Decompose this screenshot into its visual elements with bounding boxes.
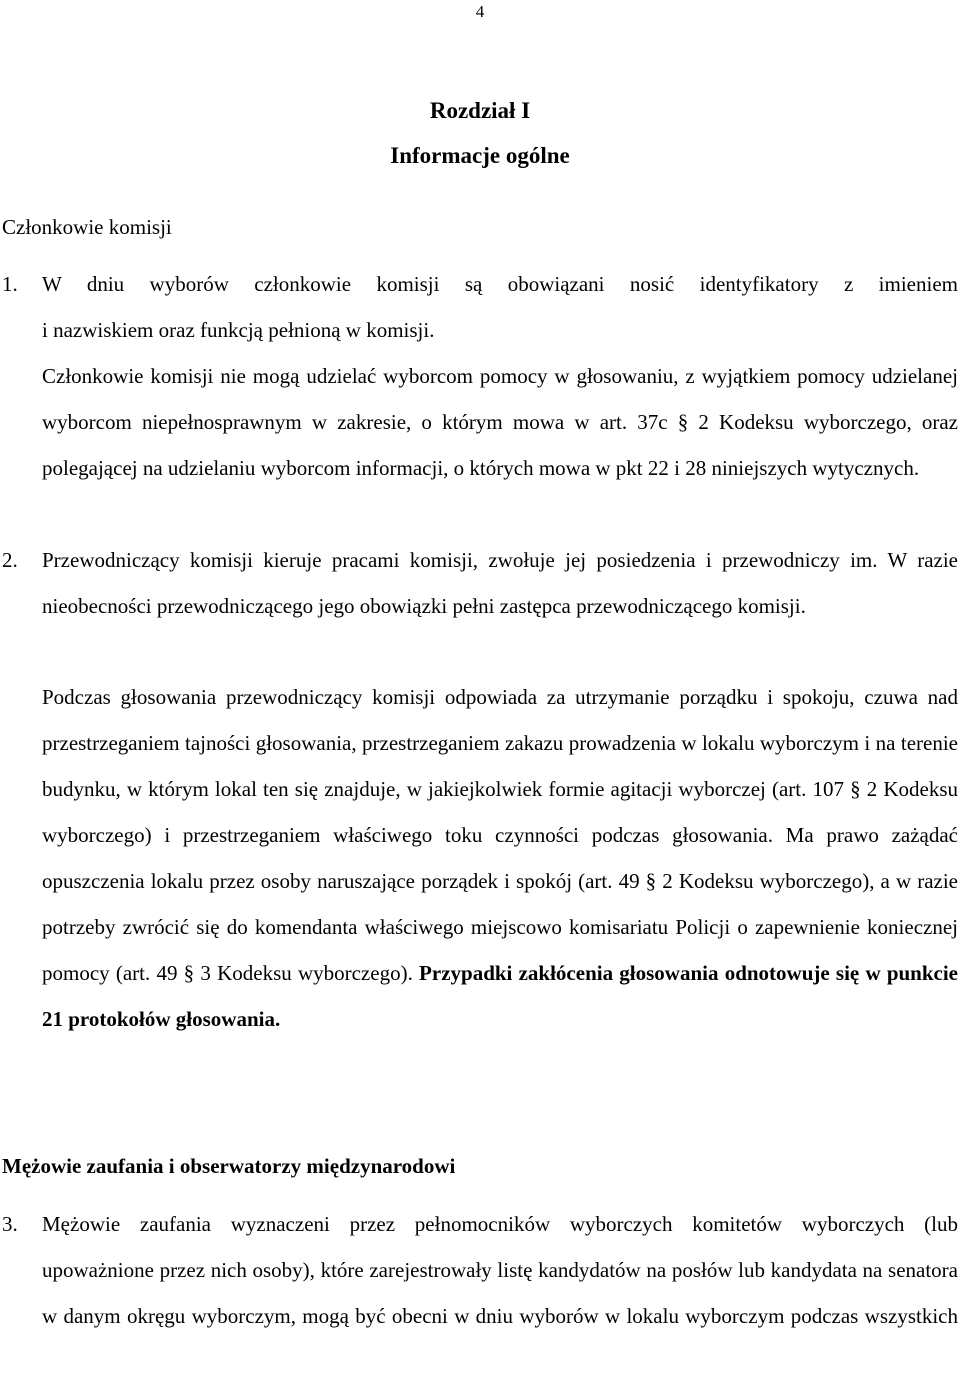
item-number: 1.: [2, 272, 18, 296]
section-heading-members: Członkowie komisji: [2, 215, 172, 239]
item-2-bold-note: Przypadki zakłócenia głosowania odnotowuje się w punkcie 21 protokołów głosowania.: [42, 961, 959, 1031]
item-1-line2: i nazwiskiem oraz funkcją pełnioną w komisji.: [42, 318, 435, 342]
item-3-text: Mężowie zaufania wyznaczeni przez pełnomocników wyborczych komitetów wyborczych (lub upoważnione przez nich osoby), które zarejestrowały listę kandydatów na posłów lub kandydata na senatora w danym okręgu wyborczym, mogą być obecni w dniu wyborów w lokalu wyborczym podczas wszystkich: [42, 1212, 958, 1328]
item-2-continuation: [42, 674, 958, 1042]
item-2-text: Przewodniczący komisji kieruje pracami komisji, zwołuje jej posiedzenia i przewodniczy im. W razie nieobecności przewodniczącego jego obowiązki pełni zastępca przewodniczącego komisji.: [42, 548, 958, 618]
item-2-continuation-text: Podczas głosowania przewodniczący komisji odpowiada za utrzymanie porządku i spokoju, czuwa nad przestrzeganiem tajności głosowania, przestrzeganiem zakazu prowadzenia w lokalu wyborczym i na terenie budynku, w którym lokal ten się znajduje, w jakiejkolwiek formie agitacji wyborczej (art. 107 § 2 Kodeksu wyborczego) i przestrzeganiem właściwego toku czynności podczas głosowania. Ma prawo zażądać opuszczenia lokalu przez osoby naruszające porządek i spokój (art. 49 § 2 Kodeksu wyborczego), a w razie potrzeby zwrócić się do komendanta właściwego miejscowo komisariatu Policji o zapewnienie koniecznej pomocy (art. 49 § 3 Kodeksu wyborczego).: [42, 685, 958, 985]
item-1-continuation: Członkowie komisji nie mogą udzielać wyborcom pomocy w głosowaniu, z wyjątkiem pomocy udzielanej wyborcom niepełnosprawnym w zakresie, o którym mowa w art. 37c § 2 Kodeksu wyborczego, oraz polegającej na udzielaniu wyborcom informacji, o których mowa w pkt 22 i 28 niniejszych wytycznych.: [42, 364, 958, 480]
item-number: 3.: [2, 1212, 18, 1236]
chapter-label: Rozdział I: [429, 98, 531, 123]
item-3: [2, 1201, 958, 1339]
item-number: 2.: [2, 548, 18, 572]
item-1: [2, 261, 958, 353]
page-number: 4: [475, 2, 485, 21]
section-heading-observers: Mężowie zaufania i obserwatorzy międzynarodowi: [2, 1154, 456, 1178]
chapter-title: Informacje ogólne: [390, 143, 570, 168]
item-1-line1: W dniu wyborów członkowie komisji są obowiązani nosić identyfikatory z imieniem: [42, 272, 958, 296]
item-2: [2, 537, 958, 629]
